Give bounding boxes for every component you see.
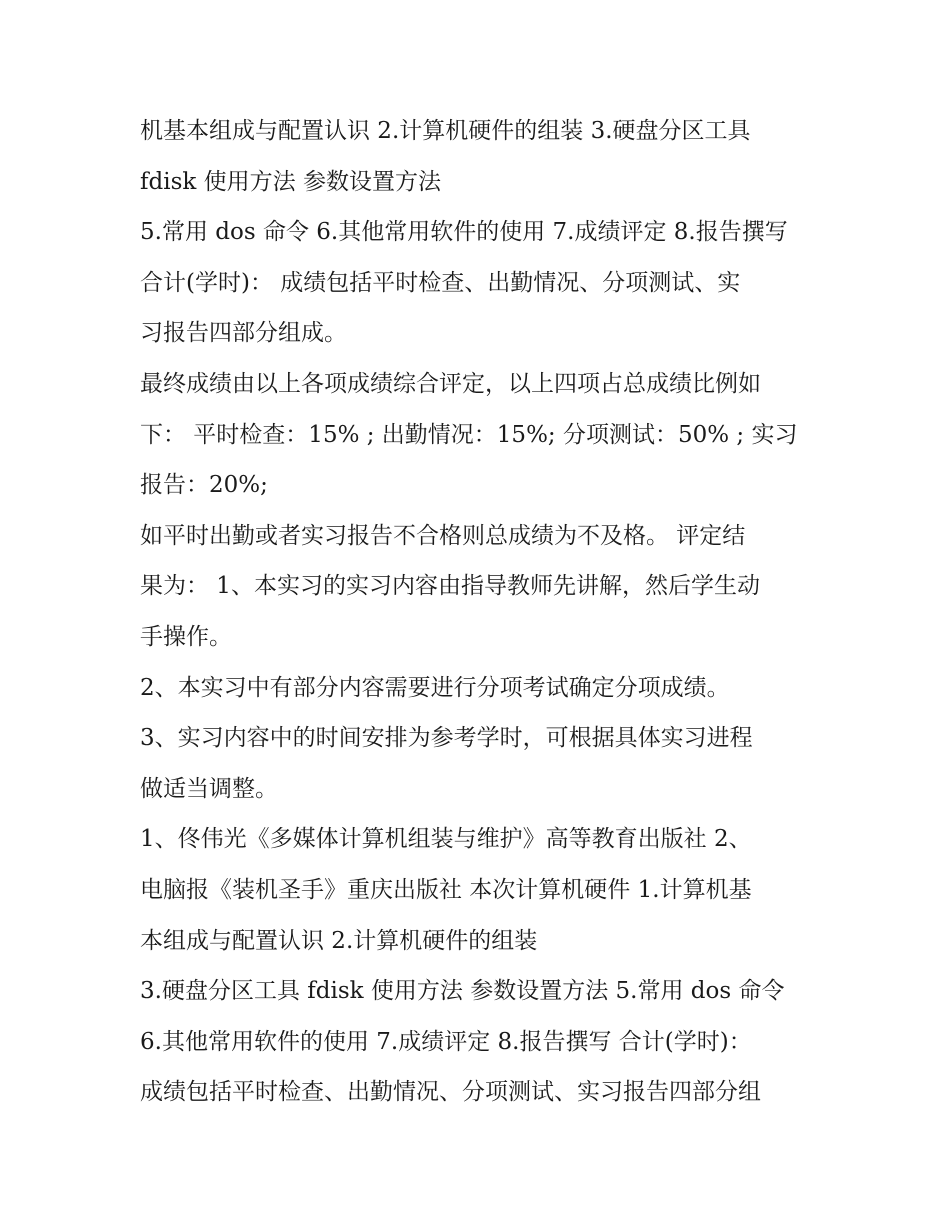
text-line: 果为： 1、本实习的实习内容由指导教师先讲解，然后学生动: [140, 573, 760, 600]
text-line: 成绩包括平时检查、出勤情况、分项测试、实习报告四部分组: [140, 1079, 761, 1106]
text-line: 电脑报《装机圣手》重庆出版社 本次计算机硬件 1.计算机基: [140, 876, 752, 903]
text-line: 下： 平时检查：15% ; 出勤情况：15%; 分项测试：50% ; 实习: [140, 421, 798, 448]
text-line: 合计(学时)： 成绩包括平时检查、出勤情况、分项测试、实: [140, 269, 741, 296]
text-line: fdisk 使用方法 参数设置方法: [140, 168, 441, 195]
text-line: 习报告四部分组成。: [140, 320, 347, 347]
text-line: 5.常用 dos 命令 6.其他常用软件的使用 7.成绩评定 8.报告撰写: [140, 219, 788, 246]
text-line: 本组成与配置认识 2.计算机硬件的组装: [140, 927, 538, 954]
text-line: 做适当调整。: [140, 775, 278, 802]
text-line: 机基本组成与配置认识 2.计算机硬件的组装 3.硬盘分区工具: [140, 118, 751, 144]
text-line: 1、佟伟光《多媒体计算机组装与维护》高等教育出版社 2、: [140, 826, 752, 853]
document-body: [140, 106, 820, 1118]
text-line: 最终成绩由以上各项成绩综合评定，以上四项占总成绩比例如: [140, 370, 761, 397]
text-line: 3.硬盘分区工具 fdisk 使用方法 参数设置方法 5.常用 dos 命令: [140, 978, 785, 1005]
text-line: 6.其他常用软件的使用 7.成绩评定 8.报告撰写 合计(学时)：: [140, 1028, 752, 1055]
text-line: 3、实习内容中的时间安排为参考学时，可根据具体实习进程: [140, 725, 753, 752]
text-line: 如平时出勤或者实习报告不合格则总成绩为不及格。 评定结: [140, 522, 746, 549]
text-line: 报告：20%;: [140, 472, 268, 499]
text-line: 手操作。: [140, 623, 232, 650]
text-line: 2、本实习中有部分内容需要进行分项考试确定分项成绩。: [140, 674, 730, 701]
